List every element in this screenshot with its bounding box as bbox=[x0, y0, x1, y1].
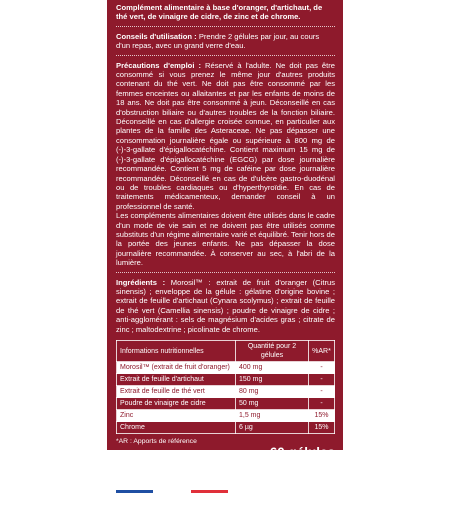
net-weight-label: Poids net : bbox=[299, 464, 335, 474]
header-quantity: Quantité pour 2 gélules bbox=[236, 341, 309, 362]
ingredients-text: Morosil™ : extrait de fruit d'oranger (Citrus sinensis) ; enveloppe de la gélule : gélatine d'origine bovine ; extrait de feuille d'artichaut (Cynara scolymus) ; extrait de feuille de thé vert (Camellia sinensis) ; poudre de vinaigre de cidre ; anti-agglomérant : sels de magnésium d'acides gras ; citrate de zinc ; maltodextrine ; picolinate de chrome. bbox=[116, 277, 335, 334]
row-ar: 15% bbox=[309, 410, 335, 422]
row-qty: 150 mg bbox=[236, 374, 309, 386]
row-ar: - bbox=[309, 362, 335, 374]
divider bbox=[116, 272, 335, 273]
usage-text: Prendre 2 gélules par jour, au cours d'un repas, avec un grand verre d'eau. bbox=[116, 31, 320, 51]
precautions-text: Réservé à l'adulte. Ne doit pas être consommé si vous prenez le même jour d'autres produits contenant du thé vert. Ne doit pas être consommé par les femmes enceintes ou allaitantes et par les enfants de moins de 18 ans. Ne doit pas être consommé à jeun. Déconseillé en cas d'obstruction biliaire ou d'autres troubles de la fonction biliaire. Déconseillé en cas d'allergie croisée connue, en particulier aux plantes de la famille des Asteraceae. Ne pas dépasser une consommation journalière égale ou supérieure à 800 mg de (-)-3-gallate d'épigallocatéchine. Contient maximum 15 mg de (-)-3-gallate d'épigallocatéchine (EGCG) par dose journalière recommandée. Contient 5 mg de caféine par dose journalière recommandée. Déconseillé en cas de d'ulcère gastro-duodénal ou de troubles cardiaques ou d'hyperthyroïdie. En cas de traitements médicamenteux, demander conseil à un professionnel de santé. bbox=[116, 60, 335, 211]
header-ar: %AR* bbox=[309, 341, 335, 362]
divider bbox=[116, 26, 335, 27]
origin-text: Artichaut, thé vert et oranger : origine Europe et Hors Europe bbox=[116, 464, 253, 484]
row-ar: 15% bbox=[309, 422, 335, 434]
ingredients-section bbox=[116, 278, 335, 334]
row-qty: 6 µg bbox=[236, 422, 309, 434]
row-name: Zinc bbox=[117, 410, 236, 422]
usage-section bbox=[116, 32, 335, 51]
row-ar: - bbox=[309, 374, 335, 386]
table-row bbox=[117, 362, 335, 374]
bottom-section bbox=[116, 465, 335, 515]
table-footnote: *AR : Apports de référence bbox=[116, 438, 197, 445]
table-header-row bbox=[117, 341, 335, 362]
divider bbox=[116, 55, 335, 56]
precautions-text-2: Les compléments alimentaires doivent être utilisés dans le cadre d'un mode de vie sain et ne doivent pas être utilisés comme substituts d'un régime alimentaire varié et équilibré. Tenir hors de la portée des jeunes enfants. Ne pas dépasser la dose journalière recommandée. À conserver au sec, à l'abri de la lumière. bbox=[116, 211, 335, 268]
divider bbox=[116, 462, 335, 463]
header-info: Informations nutritionnelles bbox=[117, 341, 236, 362]
french-flag-icon bbox=[116, 490, 228, 493]
row-name: Poudre de vinaigre de cidre bbox=[117, 398, 236, 410]
row-name: Extrait de feuille de thé vert bbox=[117, 386, 236, 398]
ingredients-heading: Ingrédients : bbox=[116, 277, 166, 287]
intro-text: Complément alimentaire à base d'oranger, d'artichaut, de thé vert, de vinaigre de cidre, de zinc et de chrome. bbox=[116, 3, 323, 22]
net-weight bbox=[296, 464, 335, 487]
row-name: Chrome bbox=[117, 422, 236, 434]
row-name: Extrait de feuille d'artichaut bbox=[117, 374, 236, 386]
made-in-france-badge bbox=[116, 490, 228, 504]
table-row bbox=[117, 410, 335, 422]
net-weight-value: 25,4 g bbox=[296, 471, 335, 487]
row-ar: - bbox=[309, 398, 335, 410]
table-row bbox=[117, 422, 335, 434]
row-qty: 80 mg bbox=[236, 386, 309, 398]
table-row bbox=[117, 398, 335, 410]
usage-heading: Conseils d'utilisation : bbox=[116, 31, 197, 41]
row-name: Morosil™ (extrait de fruit d'oranger) bbox=[117, 362, 236, 374]
row-qty: 1,5 mg bbox=[236, 410, 309, 422]
label-panel bbox=[107, 0, 343, 503]
precautions-heading: Précautions d'emploi : bbox=[116, 60, 201, 70]
table-row bbox=[117, 386, 335, 398]
nutrition-table bbox=[116, 340, 335, 434]
row-qty: 50 mg bbox=[236, 398, 309, 410]
row-ar: - bbox=[309, 386, 335, 398]
row-qty: 400 mg bbox=[236, 362, 309, 374]
made-in-france-text: FABRIQUÉ EN FRANCE bbox=[116, 496, 215, 503]
precautions-section bbox=[116, 61, 335, 212]
capsule-count: 60 gélules bbox=[269, 445, 335, 461]
table-row bbox=[117, 374, 335, 386]
